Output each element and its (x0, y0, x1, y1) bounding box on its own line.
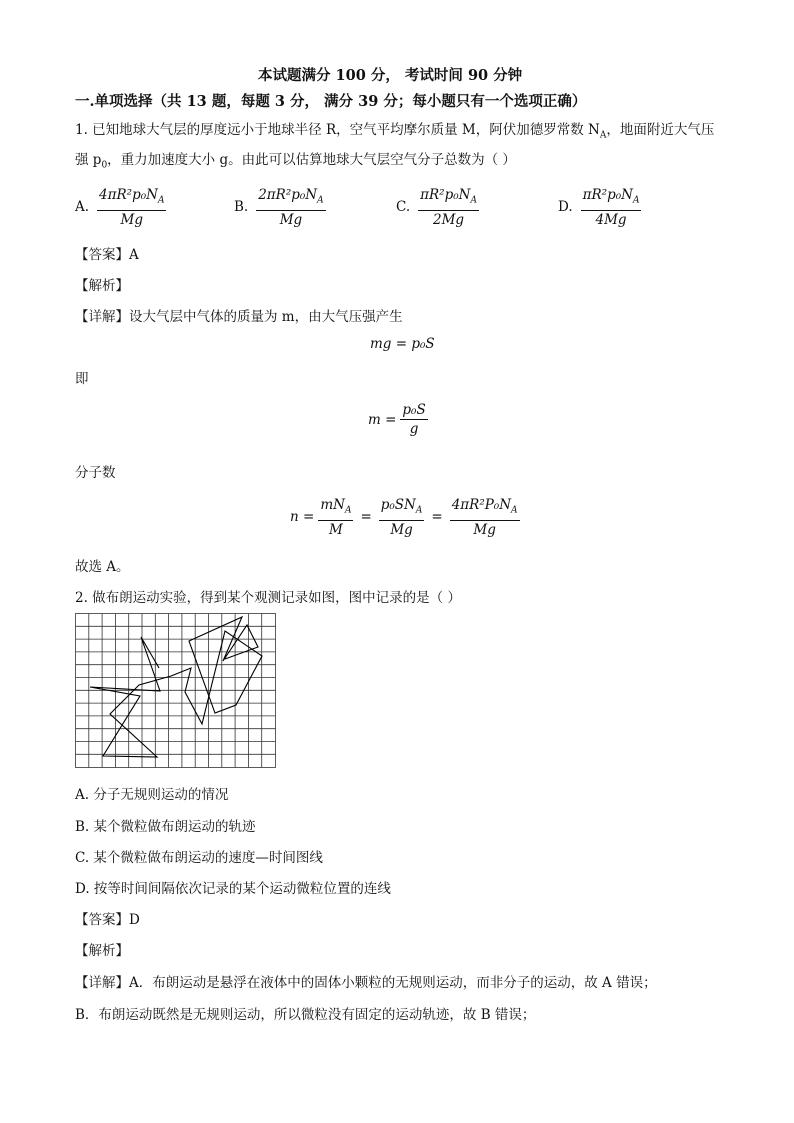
q1-equation-2: m = $\frac{\text{p₀S}}{g}$ (368, 402, 426, 437)
q2-option-b: B. 某个微粒做布朗运动的轨迹 (75, 819, 256, 835)
q2-stem: 2. 做布朗运动实验，得到某个观测记录如图，图中记录的是（ ） (75, 590, 461, 606)
q2-detail-a: 【详解】A．布朗运动是悬浮在液体中的固体小颗粒的无规则运动，而非分子的运动，故 A 错误； (75, 975, 657, 991)
q1-detail: 【详解】设大气层中气体的质量为 m，由大气压强产生 (75, 309, 403, 325)
q2-answer: 【答案】D (75, 912, 140, 928)
q2-detail-b: B．布朗运动既然是无规则运动，所以微粒没有固定的运动轨迹，故 B 错误； (75, 1007, 536, 1023)
q1-equation-3: n = $\frac{mN_A}{M}$ = $\frac{p_0SN_A}{Mg}$ = $\frac{4\pi R^2P_0N_A}{Mg}$ (290, 497, 518, 538)
q1-conclusion: 故选 A。 (75, 559, 130, 575)
q1-option-d: D. $\frac{\pi R^2p_0N_A}{4Mg}$ (558, 187, 640, 228)
q2-analysis-label: 【解析】 (75, 943, 129, 959)
q1-option-b: B. $\frac{2\pi R^2p_0N_A}{Mg}$ (234, 187, 324, 228)
section-heading: 一.单项选择（共 13 题，每题 3 分， 满分 39 分；每小题只有一个选项正确） (75, 93, 587, 110)
q2-option-d: D. 按等时间间隔依次记录的某个运动微粒位置的连线 (75, 881, 391, 897)
figure-grid (76, 614, 276, 768)
exam-header-title: 本试题满分 100 分， 考试时间 90 分钟 (258, 67, 523, 84)
q1-option-a: A. $\frac{4\pi R^2p_0N_A}{Mg}$ (75, 187, 165, 228)
q2-option-a: A. 分子无规则运动的情况 (75, 787, 229, 803)
q1-stem-line2: 强 $p_0$，重力加速度大小 g。由此可以估算地球大气层空气分子总数为（ ） (75, 152, 516, 171)
q1-ji-label: 即 (75, 371, 89, 387)
q1-stem-line1: 1. 已知地球大气层的厚度远小于地球半径 R，空气平均摩尔质量 M，阿伏加德罗常数 $N_A$，地面附近大气压 (75, 122, 715, 141)
brownian-motion-figure (75, 613, 277, 769)
q2-option-c: C. 某个微粒做布朗运动的速度—时间图线 (75, 850, 323, 866)
q1-fenzishu-label: 分子数 (75, 465, 116, 481)
q1-equation-1: mg = p₀S (370, 336, 435, 352)
q1-answer: 【答案】A (75, 247, 139, 263)
q1-option-c: C. $\frac{\pi R^2p_0N_A}{2Mg}$ (396, 187, 477, 228)
particle-path (90, 617, 262, 757)
q1-analysis-label: 【解析】 (75, 278, 129, 294)
